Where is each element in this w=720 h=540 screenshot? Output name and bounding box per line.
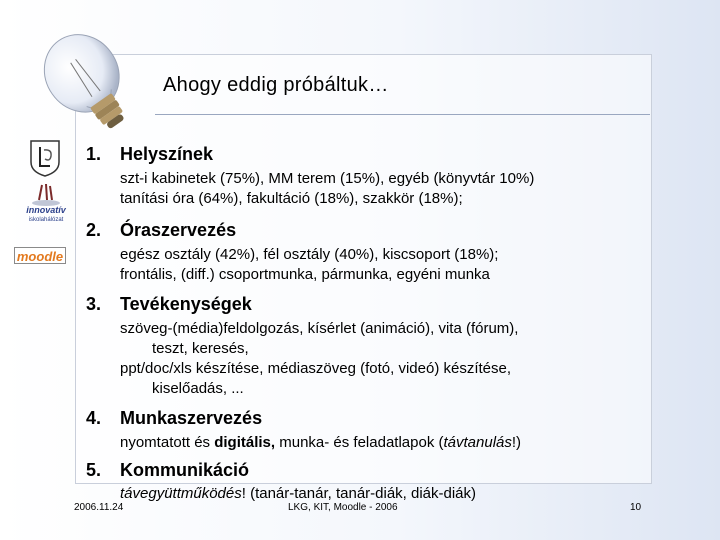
section-3-heading (86, 294, 252, 315)
detail-line: szöveg-(média)feldolgozás, kísérlet (animáció), vita (fórum), (120, 320, 519, 337)
slide-title: Ahogy eddig próbáltuk… (163, 74, 389, 96)
section-number: 2. (86, 220, 102, 240)
detail-line: teszt, keresés, (152, 340, 249, 357)
section-4-heading (86, 408, 262, 429)
footer-center-text: LKG, KIT, Moodle - 2006 (288, 502, 398, 513)
svg-text:innovatív: innovatív (26, 205, 66, 215)
detail-text-bold: digitális, (214, 434, 276, 451)
detail-text-italic: távtanulás (443, 434, 512, 451)
section-3-details (120, 319, 518, 399)
section-title: Munkaszervezés (120, 408, 263, 428)
detail-line: egész osztály (42%), fél osztály (40%), kiscsoport (18%); (120, 246, 499, 263)
detail-text-italic: távegyüttműködés (120, 485, 242, 502)
innovativ-iskolak-logo-icon (20, 182, 72, 226)
section-5-heading (86, 460, 249, 481)
detail-text: nyomtatott és (120, 434, 215, 451)
svg-text:iskolahálózat: iskolahálózat (28, 217, 64, 223)
section-1-details (120, 169, 534, 209)
detail-line: szt-i kabinetek (75%), MM terem (15%), egyéb (könyvtár 10%) (120, 170, 535, 187)
footer-date: 2006.11.24 (74, 502, 124, 513)
lkg-logo-icon (28, 138, 62, 178)
section-title: Óraszervezés (120, 220, 237, 240)
detail-line: tanítási óra (64%), fakultáció (18%), szakkör (18%); (120, 190, 463, 207)
section-number: 4. (86, 408, 102, 428)
section-1-heading (86, 144, 213, 165)
detail-line: kiselőadás, ... (152, 380, 244, 397)
detail-text: !) (511, 434, 522, 451)
page-number: 10 (630, 502, 642, 513)
detail-line: ppt/doc/xls készítése, médiaszöveg (fotó, videó) készítése, (120, 360, 512, 377)
section-5-details (120, 484, 476, 504)
detail-text: ! (tanár-tanár, tanár-diák, diák-diák) (241, 485, 477, 502)
title-divider (155, 114, 650, 115)
detail-line: frontális, (diff.) csoportmunka, pármunka, egyéni munka (120, 266, 490, 283)
light-bulb-icon (26, 6, 176, 131)
section-number: 1. (86, 144, 102, 164)
section-4-details (120, 433, 521, 453)
section-title: Tevékenységek (120, 294, 252, 314)
moodle-logo-icon: moodle (14, 247, 66, 264)
section-title: Helyszínek (120, 144, 214, 164)
section-title: Kommunikáció (120, 460, 250, 480)
section-2-heading (86, 220, 236, 241)
section-2-details (120, 245, 498, 285)
section-number: 3. (86, 294, 102, 314)
detail-text: munka- és feladatlapok ( (275, 434, 444, 451)
section-number: 5. (86, 460, 102, 480)
